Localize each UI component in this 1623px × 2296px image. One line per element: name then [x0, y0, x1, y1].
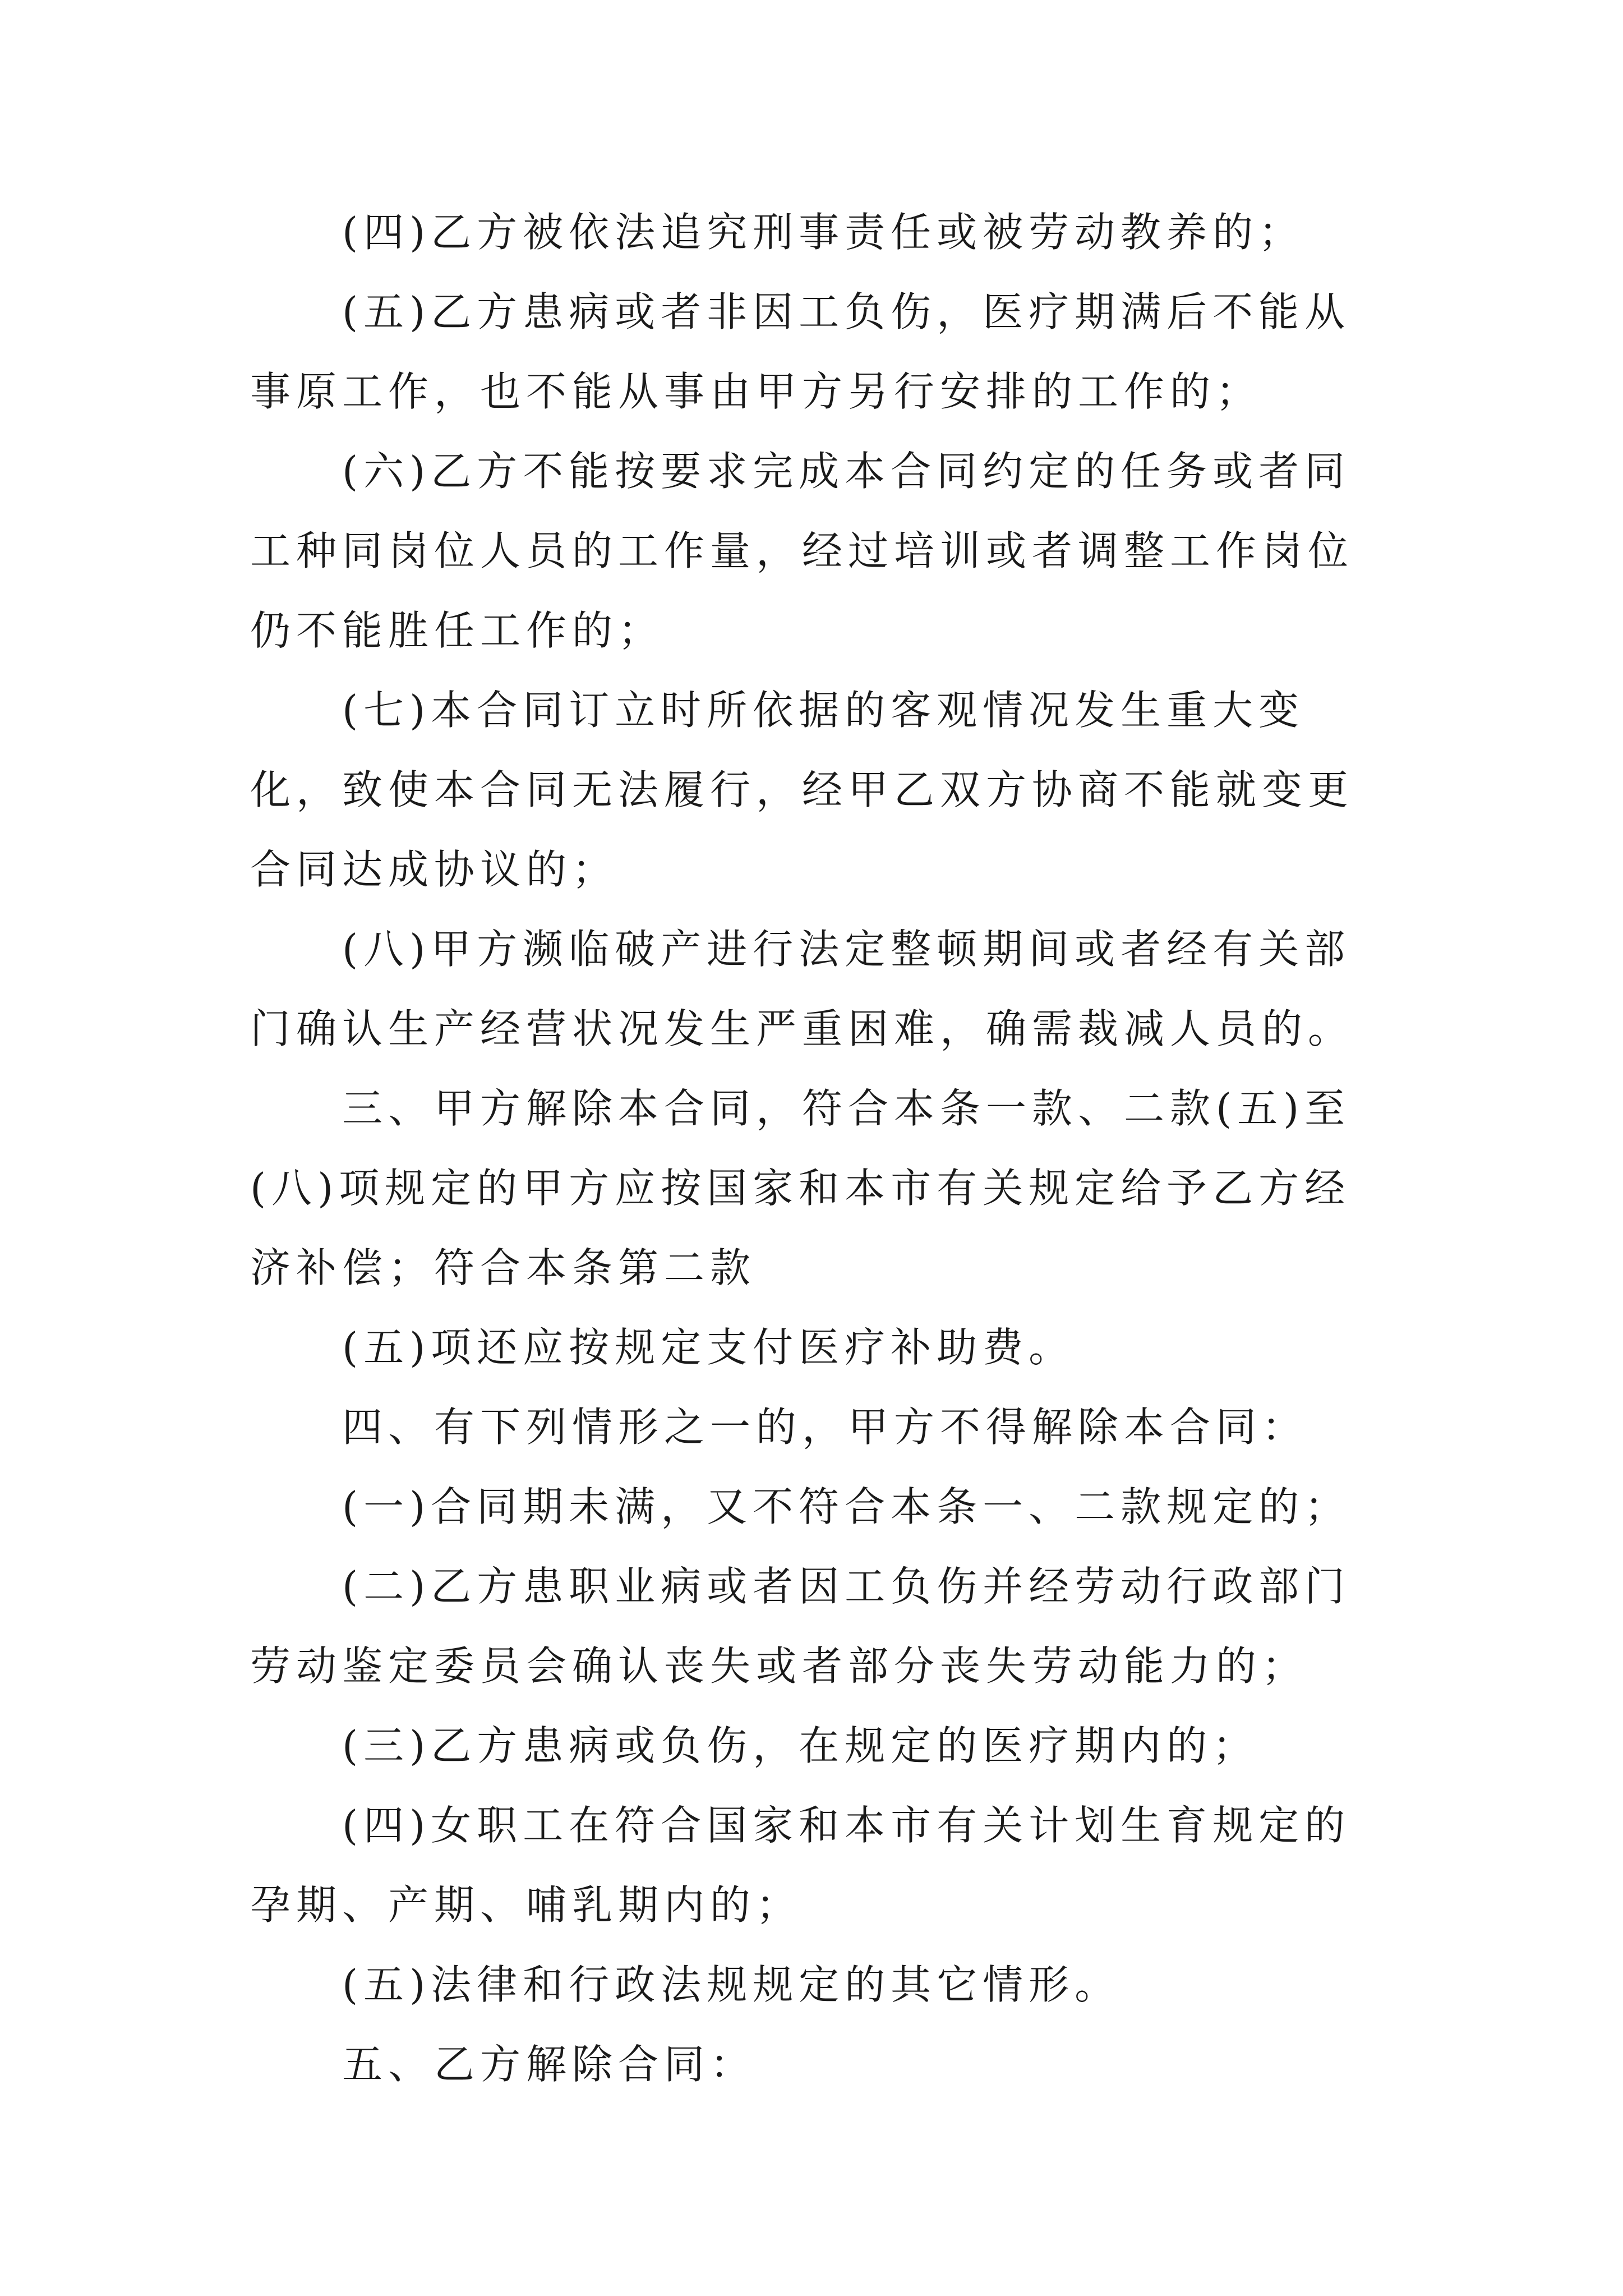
paragraph-section-4-item-1: (一)合同期未满，又不符合本条一、二款规定的；: [342, 1483, 1351, 1530]
paragraph-section-3-continued: (五)项还应按规定支付医疗补助费。: [342, 1324, 1075, 1371]
paragraph-section-4-item-3: (三)乙方患病或负伤，在规定的医疗期内的；: [342, 1722, 1259, 1769]
paragraph-clause-4-item-4: (四)乙方被依法追究刑事责任或被劳动教养的；: [342, 209, 1305, 256]
paragraph-section-4: 四、有下列情形之一的，甲方不得解除本合同：: [342, 1404, 1308, 1451]
paragraph-section-4-item-4: (四)女职工在符合国家和本市有关计划生育规定的孕期、产期、哺乳期内的；: [250, 1802, 1351, 1929]
paragraph-clause-4-item-6: (六)乙方不能按要求完成本合同约定的任务或者同工种同岗位人员的工作量，经过培训或者调整工作岗位仍不能胜任工作的；: [250, 448, 1354, 654]
paragraph-section-4-item-2: (二)乙方患职业病或者因工负伤并经劳动行政部门劳动鉴定委员会确认丧失或者部分丧失劳动能力的；: [250, 1563, 1351, 1690]
paragraph-section-5: 五、乙方解除合同：: [342, 2041, 757, 2088]
document-body: [250, 192, 1394, 2104]
paragraph-clause-4-item-8: (八)甲方濒临破产进行法定整顿期间或者经有关部门确认生产经营状况发生严重困难，确需裁减人员的。: [250, 926, 1354, 1052]
paragraph-clause-4-item-5: (五)乙方患病或者非因工负伤，医疗期满后不能从事原工作，也不能从事由甲方另行安排的工作的；: [250, 288, 1351, 415]
paragraph-section-3: 三、甲方解除本合同，符合本条一款、二款(五)至(八)项规定的甲方应按国家和本市有关规定给予乙方经济补偿；符合本条第二款: [250, 1085, 1351, 1291]
paragraph-section-4-item-5: (五)法律和行政法规规定的其它情形。: [342, 1961, 1121, 2008]
paragraph-clause-4-item-7: (七)本合同订立时所依据的客观情况发生重大变化，致使本合同无法履行，经甲乙双方协商不能就变更合同达成协议的；: [250, 687, 1354, 893]
